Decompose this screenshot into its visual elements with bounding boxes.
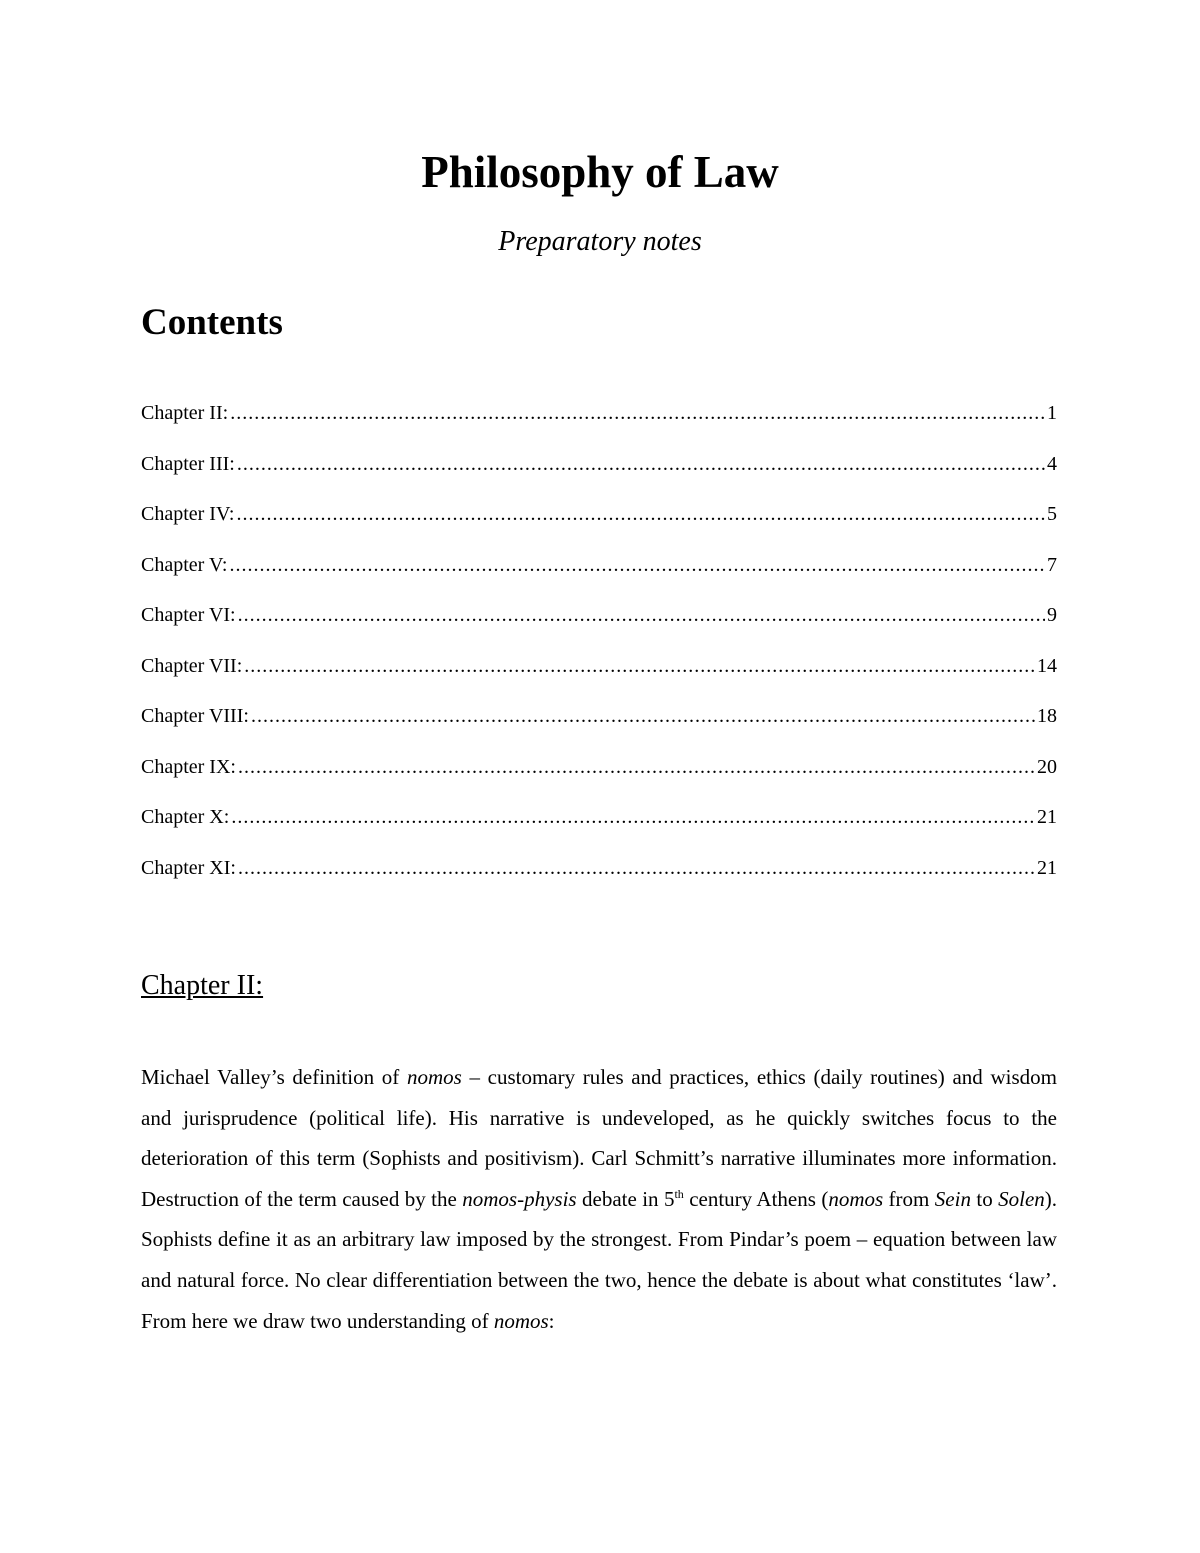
toc-entry-label: Chapter II: [141, 402, 229, 424]
toc-entry[interactable] [141, 749, 1057, 800]
paragraph-text: – customary rules and practices, ethics (daily routines) and wisdom and jurisprudence (political life). His narrative is undeveloped, as he quickly switches focus to the deterioration of this term (Sophists and positivism). Carl Schmitt’s narrative illuminates more information. Destruction of the term caused by the [141, 1065, 1057, 1211]
toc-entry-label: Chapter X: [141, 806, 230, 828]
toc-leader-dots [237, 496, 1046, 532]
toc-entry[interactable] [141, 799, 1057, 850]
toc-leader-dots [237, 446, 1045, 482]
paragraph-emphasis: Solen [998, 1186, 1045, 1211]
toc-leader-dots [229, 547, 1045, 583]
toc-entry-page: 1 [1047, 402, 1057, 424]
toc-entry-page: 7 [1047, 553, 1057, 576]
toc-entry-label: Chapter IX: [141, 755, 236, 778]
paragraph-emphasis: nomos [406, 1065, 462, 1089]
toc-entry[interactable] [141, 698, 1057, 749]
toc-leader-dots [230, 395, 1045, 431]
paragraph-text: debate in 5 [576, 1186, 675, 1211]
toc-entry-label: Chapter XI: [141, 856, 236, 879]
contents-heading: Contents [141, 302, 283, 343]
toc-entry-label: Chapter VI: [141, 604, 236, 626]
toc-leader-dots [238, 749, 1035, 785]
paragraph-text: to [970, 1186, 999, 1211]
toc-entry-label: Chapter VIII: [141, 705, 249, 727]
chapter-heading: Chapter II: [141, 970, 264, 1001]
paragraph-text: century Athens ( [683, 1186, 829, 1211]
body-paragraph [141, 1057, 1057, 1341]
toc-entry-label: Chapter III: [141, 452, 235, 475]
toc-entry-page: 5 [1047, 503, 1057, 525]
toc-entry[interactable] [141, 648, 1057, 699]
toc-entry-page: 20 [1037, 755, 1057, 778]
toc-leader-dots [244, 648, 1035, 684]
toc-leader-dots [238, 850, 1035, 886]
paragraph-text: Michael Valley’s definition of [141, 1065, 407, 1089]
toc-leader-dots [238, 597, 1045, 633]
document-subtitle: Preparatory notes [498, 226, 702, 257]
toc-entry[interactable] [141, 547, 1057, 598]
paragraph-emphasis: nomos [828, 1186, 884, 1211]
toc-entry-page: 4 [1047, 452, 1057, 475]
toc-entry-page: 21 [1037, 806, 1057, 828]
toc-entry-page: 21 [1037, 856, 1057, 879]
toc-entry[interactable] [141, 850, 1057, 901]
toc-entry-page: 14 [1037, 654, 1057, 677]
toc-entry-page: 18 [1037, 705, 1057, 727]
toc-entry[interactable] [141, 496, 1057, 547]
toc-entry[interactable] [141, 395, 1057, 446]
toc-entry[interactable] [141, 597, 1057, 648]
toc-entry[interactable] [141, 446, 1057, 497]
toc-entry-label: Chapter V: [141, 553, 228, 576]
paragraph-emphasis: nomos-physis [462, 1186, 577, 1211]
toc-entry-label: Chapter IV: [141, 503, 235, 525]
paragraph-text: from [883, 1186, 935, 1211]
toc-leader-dots [251, 698, 1035, 734]
toc-entry-page: 9 [1047, 604, 1057, 626]
paragraph-emphasis: Sein [934, 1186, 971, 1211]
table-of-contents [141, 395, 1057, 900]
toc-entry-label: Chapter VII: [141, 654, 243, 677]
paragraph-text: ). Sophists define it as an arbitrary law imposed by the strongest. From Pindar’s poem – equation between law and natural force. No clear differentiation between the two, hence the debate is about what constitutes ‘law’. From here we draw two understanding of [141, 1186, 1058, 1333]
paragraph-emphasis: nomos [493, 1308, 549, 1333]
paragraph-text: : [548, 1308, 555, 1333]
ordinal-superscript: th [674, 1186, 684, 1201]
document-title: Philosophy of Law [421, 147, 779, 197]
toc-leader-dots [231, 799, 1035, 835]
